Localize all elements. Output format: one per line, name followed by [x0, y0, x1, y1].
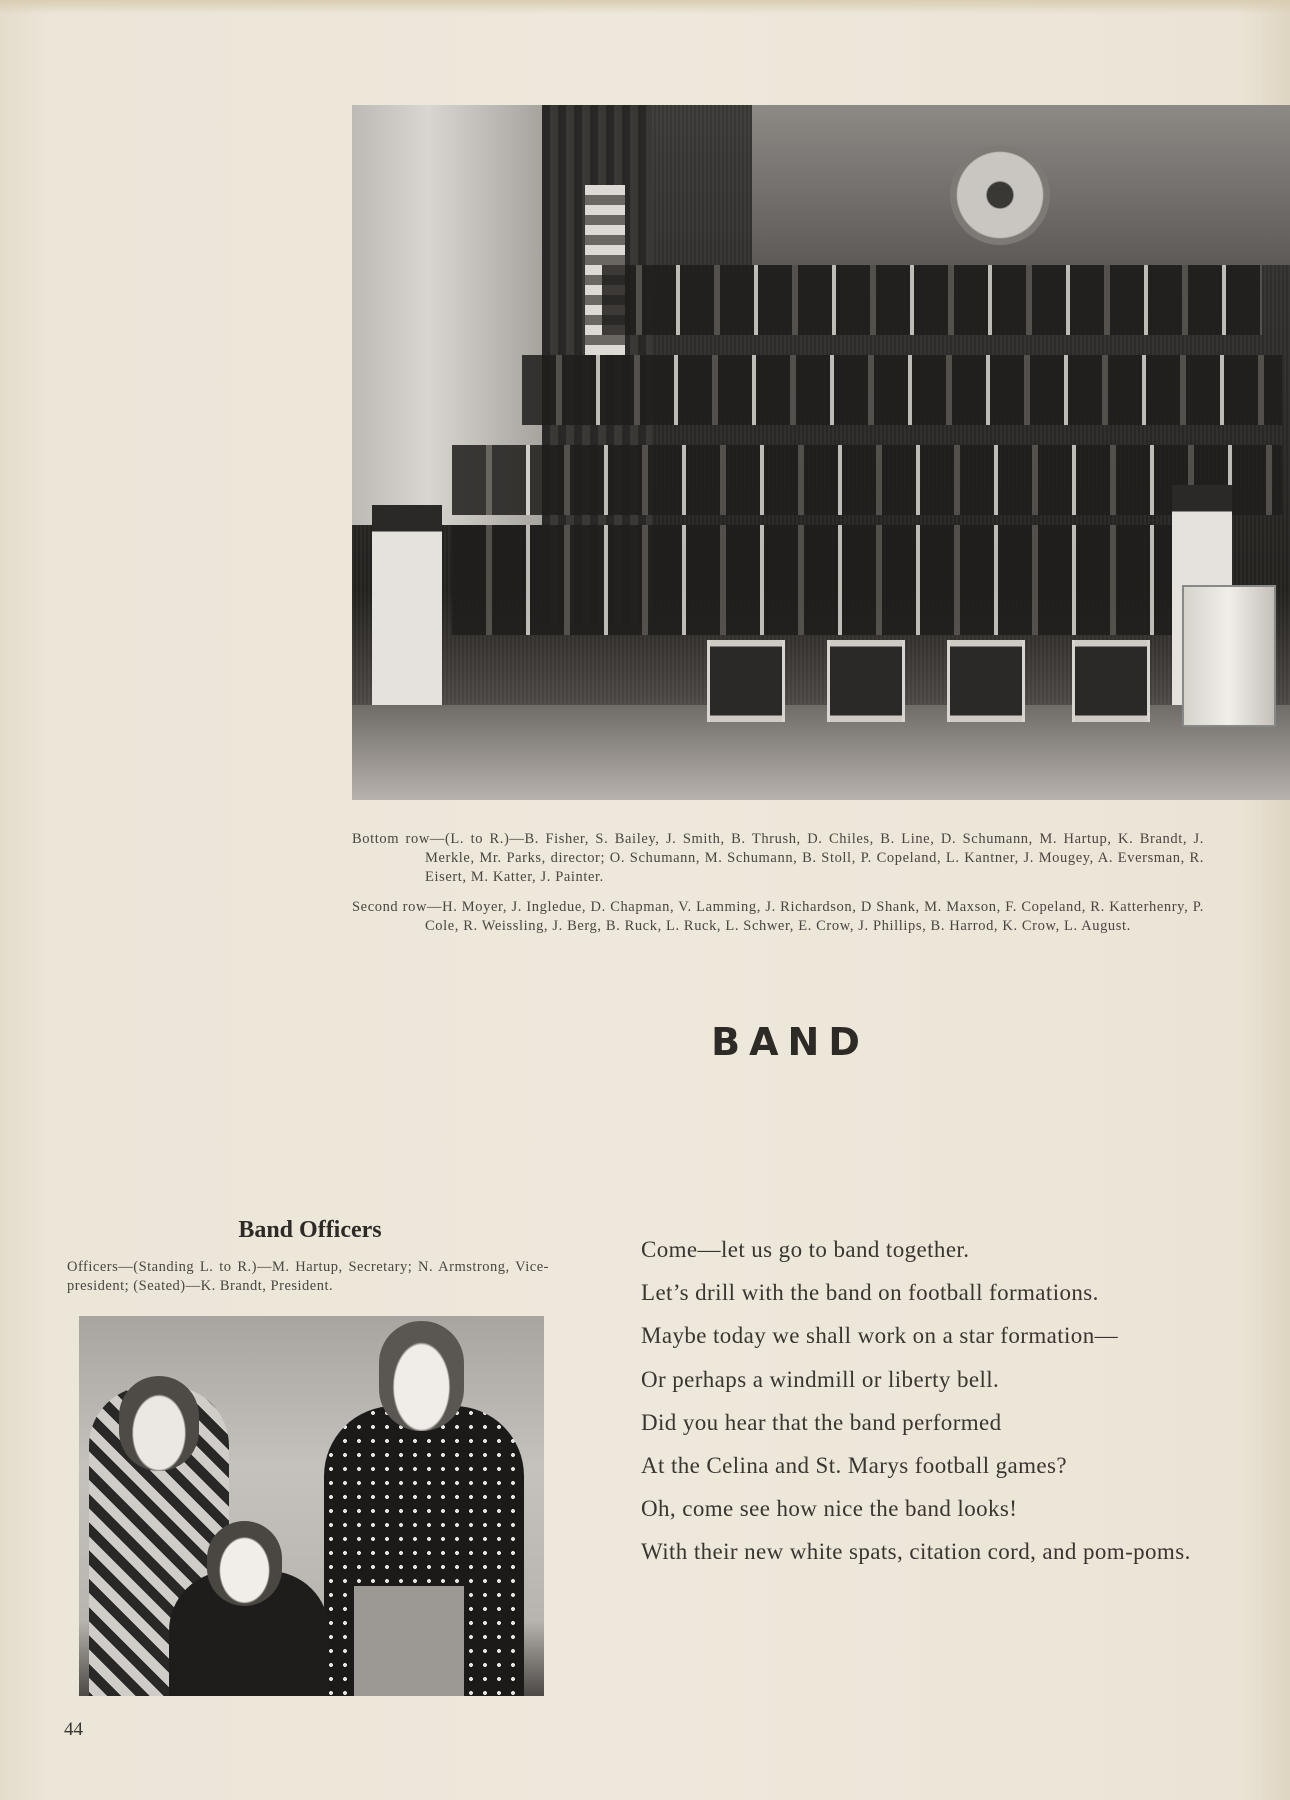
page-number: 44 [64, 1719, 83, 1740]
photo-officer-head [119, 1376, 199, 1471]
band-caption-second-row-text: Second row—H. Moyer, J. Ingledue, D. Chapman, V. Lamming, J. Richardson, D Shank, M. Maxson, F. Copeland, R. Katterhenry, P. Cole, R. Weissling, J. Berg, B. Ruck, L. Ruck, L. Schwer, E. Crow, J. Phillips, B. Harrod, K. Crow, L. August. [352, 899, 1204, 934]
poem-line: Oh, come see how nice the band looks! [641, 1496, 1018, 1522]
photo-band-row-second [452, 445, 1282, 515]
officers-caption: Officers—(Standing L. to R.)—M. Hartup, Secretary; N. Armstrong, Vice-president; (Seated)—K. Brandt, President. [67, 1259, 549, 1294]
photo-officer-trousers [354, 1586, 464, 1696]
band-caption-bottom-row-text: Bottom row—(L. to R.)—B. Fisher, S. Bailey, J. Smith, B. Thrush, D. Chiles, B. Line, D. Schumann, M. Hartup, K. Brandt, J. Merkle, Mr. Parks, director; O. Schumann, M. Schumann, B. Stoll, P. Copeland, L. Kantner, J. Mougey, A. Eversman, R. Eisert, M. Katter, J. Painter. [352, 831, 1204, 885]
photo-drum [1072, 640, 1150, 722]
poem-line: With their new white spats, citation cord, and pom-poms. [641, 1539, 1191, 1565]
poem-line: At the Celina and St. Marys football games? [641, 1453, 1068, 1479]
poem-line: Come—let us go to band together. [641, 1237, 970, 1262]
band-poem [641, 1228, 1281, 1574]
photo-sousaphone [950, 145, 1050, 245]
band-group-photo [352, 105, 1290, 800]
photo-band-row-bottom [452, 525, 1172, 635]
photo-drum [707, 640, 785, 722]
photo-majorette [372, 505, 442, 725]
photo-drum [827, 640, 905, 722]
page-edge-stain [0, 0, 1290, 14]
photo-bass-drum [1182, 585, 1276, 727]
officers-heading: Band Officers [238, 1217, 382, 1243]
photo-officer-head [207, 1521, 282, 1606]
poem-line: Let’s drill with the band on football formations. [641, 1280, 1099, 1306]
band-caption-bottom-row [352, 830, 1204, 887]
photo-band-row-middle [522, 355, 1282, 425]
band-caption-second-row [352, 898, 1204, 936]
poem-line: Maybe today we shall work on a star formation— [641, 1323, 1119, 1349]
band-officers-photo [79, 1316, 544, 1696]
photo-officer-head [379, 1321, 464, 1431]
poem-line: Did you hear that the band performed [641, 1409, 1002, 1435]
section-title: BAND [711, 1020, 869, 1064]
poem-line: Or perhaps a windmill or liberty bell. [641, 1366, 1000, 1392]
photo-band-row-top [602, 265, 1262, 335]
photo-drum [947, 640, 1025, 722]
